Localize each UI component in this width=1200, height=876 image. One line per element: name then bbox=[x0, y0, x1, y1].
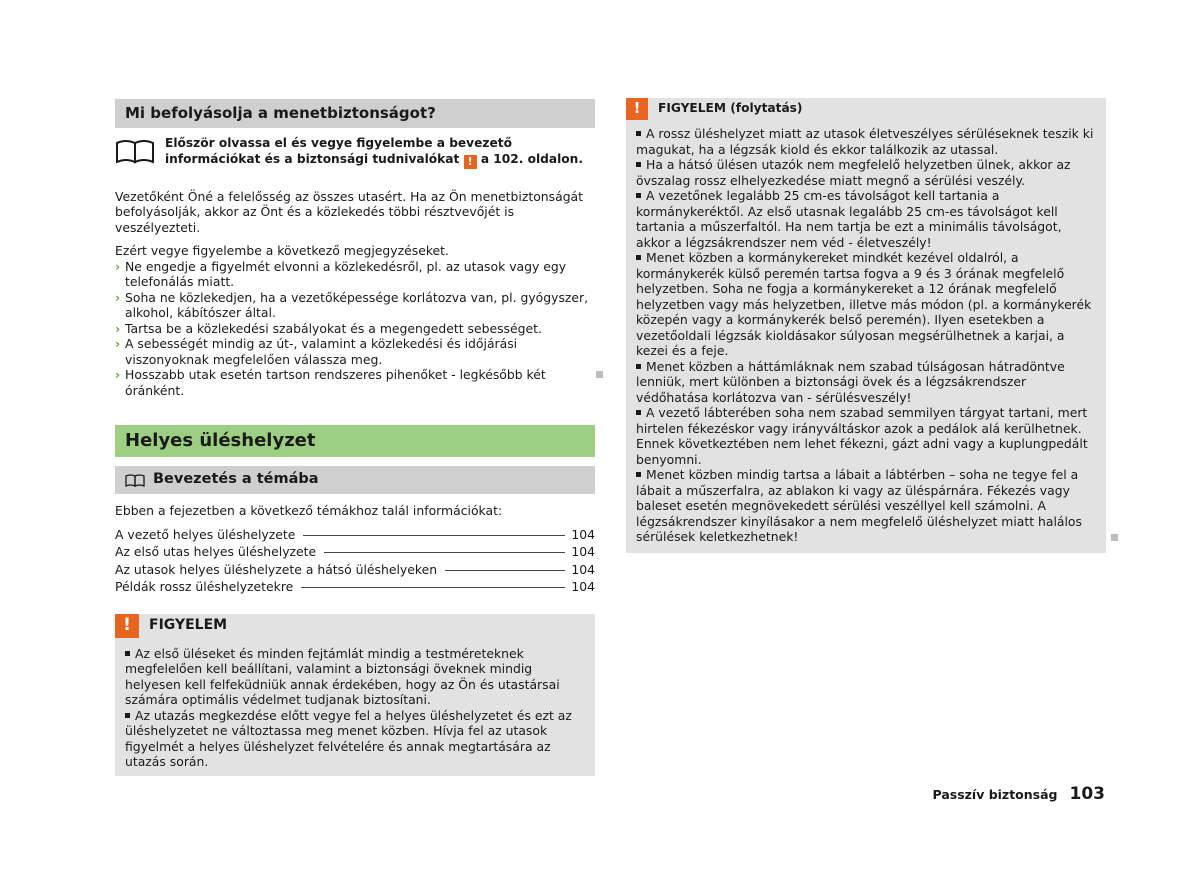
manual-note bbox=[115, 136, 595, 169]
step-list bbox=[115, 259, 595, 399]
footer-section: Passzív biztonság bbox=[932, 787, 1058, 802]
page-footer bbox=[932, 784, 1106, 804]
warning-item bbox=[636, 405, 1096, 467]
end-square-icon bbox=[1111, 534, 1118, 541]
toc-leader-line bbox=[301, 587, 565, 588]
list-item bbox=[115, 321, 595, 337]
toc-entry[interactable] bbox=[115, 544, 595, 562]
warning-ref-icon: ! bbox=[464, 155, 477, 169]
left-column bbox=[115, 99, 595, 776]
warning-item bbox=[636, 188, 1096, 250]
warning-item-text: Menet közben mindig tartsa a lábait a lábtérben – soha ne tegye fel a lábait a műszerfalra, az ablakon ki vagy az üléspárnára. Fékezés vagy baleset esetén megnövekedett sérülési veszéllyel kell számolni. A légzsákrendszer kinyílásakor a nem megfelelő üléshelyzet miatt halálos sérülések keletkezhetnek! bbox=[636, 467, 1082, 544]
warning-title: FIGYELEM (folytatás) bbox=[658, 101, 803, 116]
toc-label: Az első utas helyes üléshelyzete bbox=[115, 544, 317, 559]
book-icon bbox=[125, 473, 145, 487]
warning-item-text: Az első üléseket és minden fejtámlát mindig a testméreteknek megfelelően kell beállítani, valamint a biztonsági öveknek mindig helyesen kell felfeküdniük annak érdekében, hogy az Ön és utastársai számára optimális védelmet tudjanak biztosítani. bbox=[125, 645, 560, 707]
paragraph-notes: Ezért vegye figyelembe a következő megjegyzéseket. bbox=[115, 243, 449, 258]
warning-item bbox=[636, 250, 1096, 359]
toc-entry[interactable] bbox=[115, 562, 595, 580]
right-column bbox=[626, 98, 1106, 553]
warning-icon: ! bbox=[115, 614, 139, 638]
toc-leader-line bbox=[445, 570, 565, 571]
step-text: Hosszabb utak esetén tartson rendszeres pihenőket - legkésőbb két óránként. bbox=[125, 367, 546, 398]
warning-box bbox=[115, 614, 595, 776]
list-item bbox=[115, 336, 595, 367]
toc-label: A vezető helyes üléshelyzete bbox=[115, 526, 296, 542]
chapter-header bbox=[115, 425, 595, 457]
step-text: Ne engedje a figyelmét elvonni a közlekedésről, pl. az utasok vagy egy telefonálás miatt. bbox=[125, 258, 567, 289]
bullet-icon bbox=[636, 162, 641, 167]
end-square-icon bbox=[596, 371, 603, 378]
chevron-right-icon: › bbox=[115, 258, 121, 274]
warning-item bbox=[636, 467, 1096, 545]
manual-note-text bbox=[165, 136, 595, 169]
warning-box-continued bbox=[626, 98, 1106, 553]
manual-note-post: a 102. oldalon. bbox=[476, 151, 583, 166]
chapter-title: Helyes üléshelyzet bbox=[125, 430, 316, 452]
list-item bbox=[115, 367, 595, 398]
step-text: A sebességét mindig az út-, valamint a közlekedési és időjárási viszonyoknak megfelelően válassza meg. bbox=[125, 336, 518, 367]
warning-item-text: A vezetőnek legalább 25 cm-es távolságot kell tartania a kormánykeréktől. Az első utasnak legalább 25 cm-es távolságot kell tartania a műszerfaltól. Ha nem tartja be ezt a minimális távolságot, akkor a légzsákrendszer nem véd - életveszély! bbox=[636, 188, 1062, 250]
chevron-right-icon: › bbox=[115, 289, 121, 305]
bullet-icon bbox=[636, 193, 641, 198]
toc-page: 104 bbox=[571, 579, 595, 594]
toc-page: 104 bbox=[571, 561, 595, 577]
toc-entry[interactable] bbox=[115, 527, 595, 545]
warning-item-text: Ha a hátsó ülésen utazók nem megfelelő helyzetben ülnek, akkor az övszalag rossz elhelyezkedése miatt megnő a sérülési veszély. bbox=[636, 157, 1071, 188]
chevron-right-icon: › bbox=[115, 320, 121, 336]
section-header bbox=[115, 99, 595, 128]
manual-note-pre: Először olvassa el és vegye figyelembe a bevezető információkat és a biztonsági tudnivalókat bbox=[165, 136, 512, 166]
step-text: Tartsa be a közlekedési szabályokat és a megengedett sebességet. bbox=[125, 320, 542, 336]
warning-item bbox=[636, 157, 1096, 188]
warning-item bbox=[636, 126, 1096, 157]
bullet-icon bbox=[125, 713, 130, 718]
paragraph-responsibility: Vezetőként Öné a felelősség az összes utasért. Ha az Ön menetbiztonságát befolyásolják, akkor az Önt és a közlekedés többi résztvevőjét is veszélyezteti. bbox=[115, 188, 584, 235]
book-icon bbox=[115, 138, 155, 164]
topic-list bbox=[115, 527, 595, 597]
bullet-icon bbox=[636, 472, 641, 477]
toc-page: 104 bbox=[571, 544, 595, 559]
warning-body bbox=[115, 638, 595, 776]
warning-header bbox=[115, 614, 595, 638]
warning-icon: ! bbox=[626, 98, 648, 120]
step-text: Soha ne közlekedjen, ha a vezetőképessége korlátozva van, pl. gyógyszer, alkohol, kábítószer által. bbox=[125, 289, 589, 320]
bullet-icon bbox=[636, 255, 641, 260]
list-item bbox=[115, 290, 595, 321]
toc-label: Az utasok helyes üléshelyzete a hátsó üléshelyeken bbox=[115, 561, 438, 577]
bullet-icon bbox=[636, 131, 641, 136]
bullet-icon bbox=[125, 651, 130, 656]
warning-item-text: A vezető lábterében soha nem szabad semmilyen tárgyat tartani, mert hirtelen fékezéskor vagy irányváltáskor azok a pedálok alá kerülhetnek. Ennek következtében nem lehet fékezni, gázt adni vagy a kuplungpedált benyomni. bbox=[636, 405, 1088, 467]
bullet-icon bbox=[636, 410, 641, 415]
bullet-icon bbox=[636, 364, 641, 369]
toc-entry[interactable] bbox=[115, 579, 595, 597]
section-title: Mi befolyásolja a menetbiztonságot? bbox=[125, 103, 436, 122]
intro-text: Ebben a fejezetben a következő témákhoz talál információkat: bbox=[115, 503, 503, 518]
warning-item-text: A rossz üléshelyzet miatt az utasok életveszélyes sérüléseknek teszik ki magukat, ha a légzsák kiold és ekkor találkozik az utassal. bbox=[636, 126, 1094, 157]
warning-item-text: Menet közben a kormánykereket mindkét kezével oldalról, a kormánykerék külső peremén tartsa fogva a 9 és 3 órának megfelelő helyzetben. Soha ne fogja a kormánykereket a 12 órának megfelelő helyzetben vagy más helyzetben, illetve más módon (pl. a kormánykerék közepén vagy a kormánykerék belső peremén). Ilyen esetekben a vezetőoldali légzsák kioldásakor súlyosan megsérülhetnek a karjai, a kezei és a feje. bbox=[636, 250, 1092, 358]
intro-header bbox=[115, 466, 595, 494]
list-item bbox=[115, 259, 595, 290]
warning-title: FIGYELEM bbox=[149, 616, 228, 633]
warning-item-text: Az utazás megkezdése előtt vegye fel a helyes üléshelyzetet és ezt az üléshelyzetet ne változtassa meg menet közben. Hívja fel az utasok figyelmét a helyes üléshelyzet felvételére és annak megtartására az utazás során. bbox=[125, 707, 572, 769]
toc-leader-line bbox=[324, 552, 565, 553]
warning-item bbox=[125, 708, 585, 770]
toc-page: 104 bbox=[571, 526, 595, 542]
warning-body bbox=[626, 120, 1106, 553]
warning-item bbox=[636, 359, 1096, 406]
warning-item-text: Menet közben a háttámláknak nem szabad túlságosan hátradöntve lenniük, mert különben a biztonsági övek és a légzsákrendszer védőhatása korlátozva van - sérülésveszély! bbox=[636, 358, 1065, 405]
warning-item bbox=[125, 646, 585, 708]
chevron-right-icon: › bbox=[115, 367, 121, 382]
chevron-right-icon: › bbox=[115, 336, 121, 351]
toc-label: Példák rossz üléshelyzetekre bbox=[115, 579, 294, 594]
toc-leader-line bbox=[303, 535, 565, 536]
page-number: 103 bbox=[1069, 784, 1105, 804]
warning-header bbox=[626, 98, 1106, 120]
intro-title: Bevezetés a témába bbox=[153, 471, 319, 488]
